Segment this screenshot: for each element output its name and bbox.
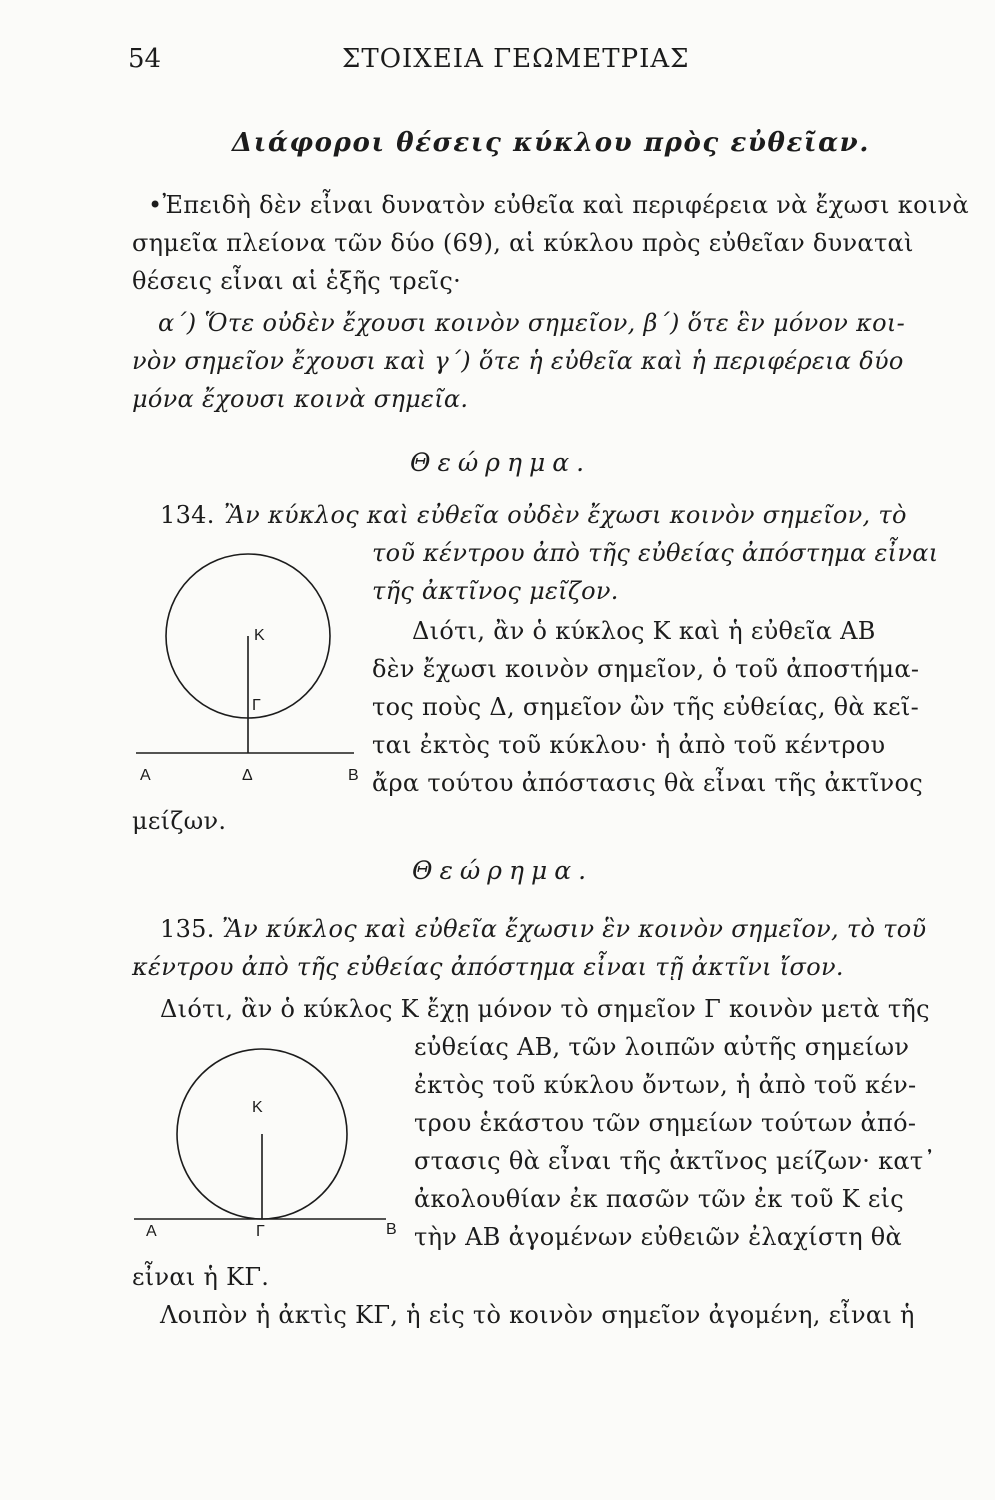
theorem-135-proof-7: τὴν ΑΒ ἀγομένων εὐθειῶν ἐλαχίστη θὰ (414, 1223, 903, 1251)
theorem-134-statement-1: Ἂν κύκλος καὶ εὐθεῖα οὐδὲν ἔχωσι κοινὸν σημεῖον, τὸ (224, 501, 907, 529)
intro-line-1: •Ἐπειδὴ δὲν εἶναι δυνατὸν εὐθεῖα καὶ περιφέρεια νὰ ἔχωσι κοινὰ (148, 191, 969, 219)
theorem-134-number: 134. (160, 501, 215, 529)
theorem-135-statement-2: κέντρου ἀπὸ τῆς εὐθείας ἀπόστημα εἶναι τῇ ἀκτῖνι ἴσον. (132, 953, 844, 981)
label-delta-134: Δ (242, 767, 253, 784)
theorem-135-heading: Θεώρημα. (412, 856, 594, 885)
theorem-134-proof-1: Διότι, ἂν ὁ κύκλος Κ καὶ ἡ εὐθεῖα ΑΒ (412, 617, 876, 645)
page-number: 54 (128, 44, 162, 74)
theorem-134-statement-2: τοῦ κέντρου ἀπὸ τῆς εὐθείας ἀπόστημα εἶναι (372, 539, 939, 567)
theorem-135-proof-2: εὐθείας ΑΒ, τῶν λοιπῶν αὐτῆς σημείων (414, 1033, 910, 1061)
section-title: Διάφοροι θέσεις κύκλου πρὸς εὐθεῖαν. (232, 128, 870, 158)
figure-135 (128, 1034, 398, 1244)
label-k-135: Κ (252, 1099, 263, 1116)
intro-line-3: θέσεις εἶναι αἱ ἑξῆς τρεῖς· (132, 267, 462, 295)
running-title: ΣΤΟΙΧΕΙΑ ΓΕΩΜΕΤΡΙΑΣ (342, 44, 690, 74)
label-a-135: Α (146, 1223, 157, 1240)
theorem-135-closing: Λοιπὸν ἡ ἀκτὶς ΚΓ, ἡ εἰς τὸ κοινὸν σημεῖον ἀγομένη, εἶναι ἡ (160, 1301, 915, 1329)
theorem-135-proof-3: ἐκτὸς τοῦ κύκλου ὄντων, ἡ ἀπὸ τοῦ κέν- (414, 1071, 917, 1099)
theorem-134-proof-3: τος ποὺς Δ, σημεῖον ὢν τῆς εὐθείας, θὰ κεῖ- (372, 693, 920, 721)
theorem-134-proof-2: δὲν ἔχωσι κοινὸν σημεῖον, ὁ τοῦ ἀποστήμα- (372, 655, 920, 683)
label-gamma-134: Γ (252, 697, 261, 714)
theorem-135-statement-1: Ἂν κύκλος καὶ εὐθεῖα ἔχωσιν ἓν κοινὸν σημεῖον, τὸ τοῦ (222, 915, 927, 943)
theorem-134-proof-4: ται ἐκτὸς τοῦ κύκλου· ἡ ἀπὸ τοῦ κέντρου (372, 731, 886, 759)
label-b-135: Β (386, 1221, 397, 1238)
intro-line-2: σημεῖα πλείονα τῶν δύο (69), αἱ κύκλου πρὸς εὐθεῖαν δυναταὶ (132, 229, 914, 257)
label-gamma-135: Γ (256, 1223, 265, 1240)
label-b-134: Β (348, 767, 359, 784)
intro-line-6: μόνα ἔχουσι κοινὰ σημεῖα. (132, 385, 469, 413)
label-k-134: Κ (254, 627, 265, 644)
figure-134 (128, 548, 368, 788)
theorem-135-proof-1: Διότι, ἂν ὁ κύκλος Κ ἔχῃ μόνον τὸ σημεῖον Γ κοινὸν μετὰ τῆς (160, 995, 930, 1023)
intro-line-5: νὸν σημεῖον ἔχουσι καὶ γ΄) ὅτε ἡ εὐθεῖα καὶ ἡ περιφέρεια δύο (132, 347, 904, 375)
label-a-134: Α (140, 767, 151, 784)
theorem-135-proof-4: τρου ἑκάστου τῶν σημείων τούτων ἀπό- (414, 1109, 917, 1137)
theorem-135-number: 135. (160, 915, 215, 943)
theorem-134-heading: Θεώρημα. (410, 448, 592, 477)
theorem-134-statement-3: τῆς ἀκτῖνος μεῖζον. (372, 577, 619, 605)
theorem-134-proof-5: ἄρα τούτου ἀπόστασις θὰ εἶναι τῆς ἀκτῖνος (372, 769, 923, 797)
theorem-134-tail: μείζων. (132, 807, 227, 835)
theorem-135-proof-5: στασις θὰ εἶναι τῆς ἀκτῖνος μείζων· κατ᾽ (414, 1147, 936, 1175)
theorem-135-proof-6: ἀκολουθίαν ἐκ πασῶν τῶν ἐκ τοῦ Κ εἰς (414, 1185, 905, 1213)
theorem-135-proof-8: εἶναι ἡ ΚΓ. (132, 1263, 270, 1291)
intro-line-4: α΄) Ὅτε οὐδὲν ἔχουσι κοινὸν σημεῖον, β΄) ὅτε ἓν μόνον κοι- (158, 309, 905, 337)
